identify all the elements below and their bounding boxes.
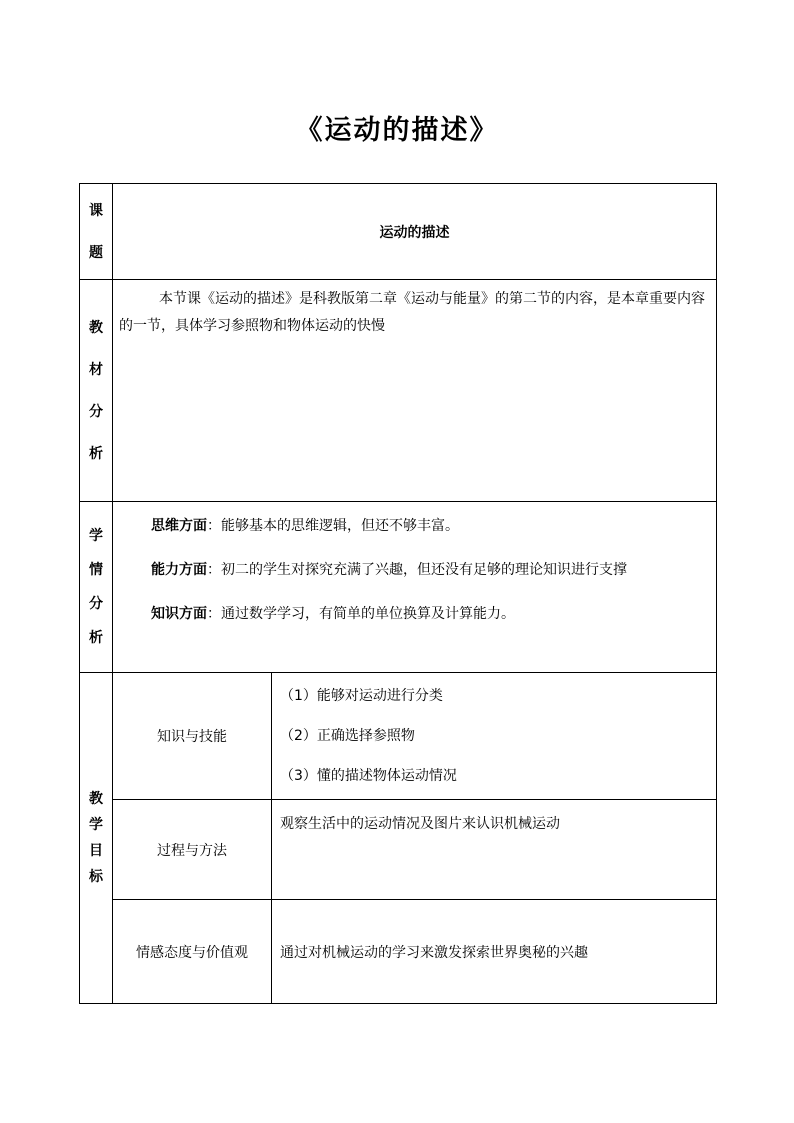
student-analysis-item <box>151 604 708 624</box>
student-analysis-item <box>151 560 708 580</box>
student-analysis-text: ：通过数学学习，有简单的单位换算及计算能力。 <box>207 606 515 622</box>
student-analysis-label-char: 分 <box>89 596 103 612</box>
teaching-goals-label-char: 目 <box>89 843 103 859</box>
subject-label-char: 题 <box>89 244 103 261</box>
textbook-analysis-label-char: 材 <box>89 361 103 378</box>
goal-emotion-category: 情感态度与价值观 <box>113 900 272 1004</box>
student-analysis-label <box>80 502 113 673</box>
teaching-goals-label <box>80 673 113 1004</box>
goal-emotion-row <box>80 900 717 1004</box>
textbook-analysis-row <box>80 280 717 502</box>
goal-knowledge-category: 知识与技能 <box>113 673 272 800</box>
teaching-goals-label-char: 标 <box>89 869 103 885</box>
goal-knowledge-cell <box>272 673 717 800</box>
student-analysis-heading: 思维方面 <box>151 518 207 534</box>
textbook-analysis-label-char: 教 <box>89 319 103 336</box>
goal-emotion-text: 通过对机械运动的学习来激发探索世界奥秘的兴趣 <box>272 900 717 1004</box>
textbook-analysis-text: 本节课《运动的描述》是科教版第二章《运动与能量》的第二节的内容，是本章重要内容的一节，具体学习参照物和物体运动的快慢 <box>119 291 705 334</box>
goal-process-row <box>80 800 717 900</box>
lesson-plan-table <box>79 183 717 1004</box>
subject-value: 运动的描述 <box>113 184 717 280</box>
subject-label <box>80 184 113 280</box>
goal-process-text: 观察生活中的运动情况及图片来认识机械运动 <box>272 800 717 900</box>
textbook-analysis-label <box>80 280 113 502</box>
textbook-analysis-label-char: 析 <box>89 445 103 462</box>
textbook-analysis-label-char: 分 <box>89 403 103 420</box>
goal-knowledge-item: （2）正确选择参照物 <box>280 728 415 744</box>
student-analysis-heading: 知识方面 <box>151 606 207 622</box>
goal-knowledge-row <box>80 673 717 800</box>
student-analysis-item <box>151 516 708 536</box>
document-title: 《运动的描述》 <box>295 115 499 146</box>
student-analysis-row <box>80 502 717 673</box>
student-analysis-label-char: 情 <box>89 562 103 578</box>
goal-process-category: 过程与方法 <box>113 800 272 900</box>
student-analysis-label-char: 学 <box>89 528 103 544</box>
student-analysis-heading: 能力方面 <box>151 562 207 578</box>
subject-row <box>80 184 717 280</box>
teaching-goals-label-char: 学 <box>89 817 103 833</box>
subject-label-char: 课 <box>89 202 103 219</box>
student-analysis-text: ：能够基本的思维逻辑，但还不够丰富。 <box>207 518 459 534</box>
goal-knowledge-item: （1）能够对运动进行分类 <box>280 688 443 704</box>
student-analysis-label-char: 析 <box>89 630 103 646</box>
student-analysis-cell <box>113 502 717 673</box>
goal-knowledge-item: （3）懂的描述物体运动情况 <box>280 768 457 784</box>
teaching-goals-label-char: 教 <box>89 791 103 807</box>
student-analysis-text: ：初二的学生对探究充满了兴趣，但还没有足够的理论知识进行支撑 <box>207 562 627 578</box>
textbook-analysis-cell <box>113 280 717 502</box>
